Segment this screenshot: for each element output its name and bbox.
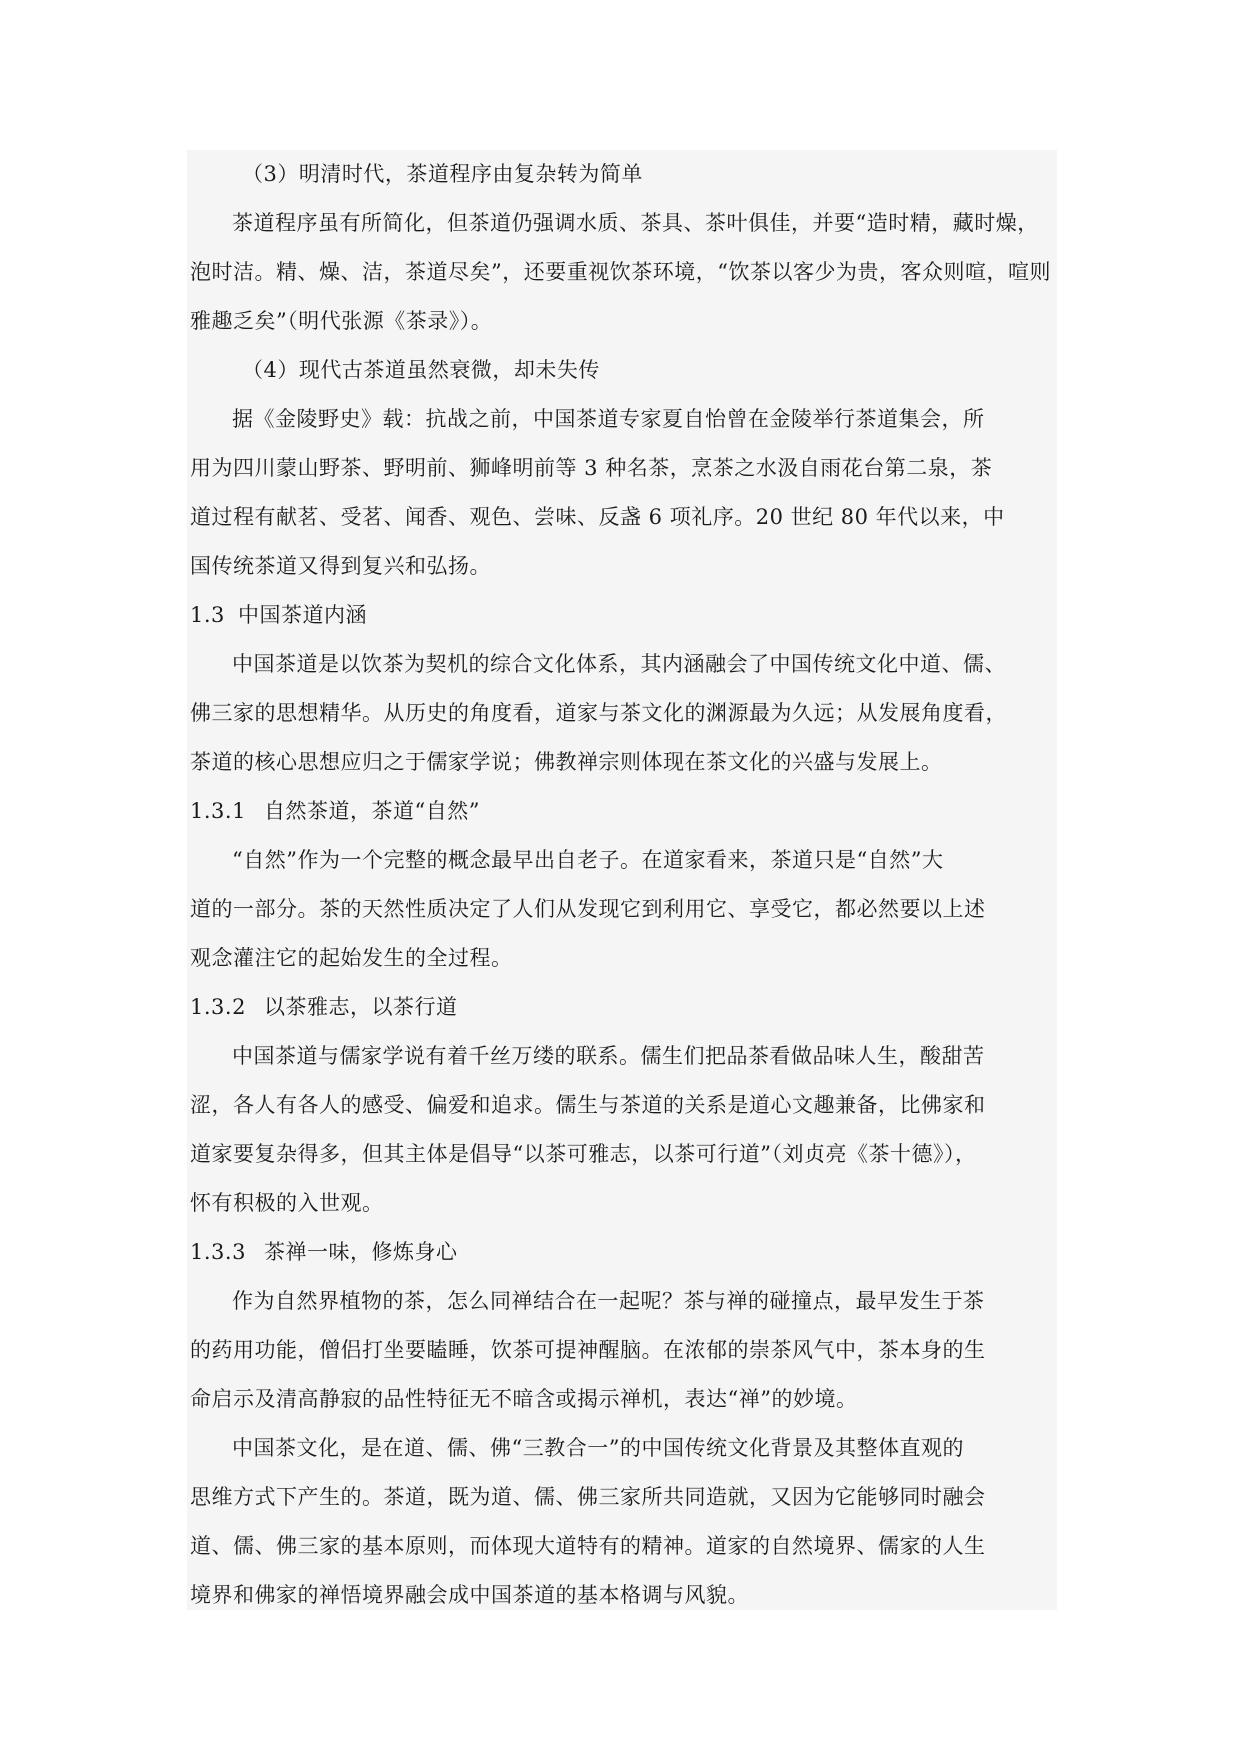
- paragraph-zen: [190, 1277, 1058, 1424]
- heading-title: 以茶雅志，以茶行道: [264, 995, 458, 1019]
- paragraph-confucian: [190, 1032, 1058, 1228]
- paragraph-line: 道、儒、佛三家的基本原则，而体现大道特有的精神。道家的自然境界、儒家的人生: [190, 1534, 986, 1558]
- paragraph-line: 佛三家的思想精华。从历史的角度看，道家与茶文化的渊源最为久远；从发展角度看，: [190, 701, 1007, 725]
- paragraph-ming-qing: [190, 199, 1058, 346]
- paragraph-line: “自然”作为一个完整的概念最早出自老子。在道家看来，茶道只是“自然”大: [232, 848, 944, 872]
- paragraph-line: 用为四川蒙山野茶、野明前、狮峰明前等 3 种名茶，烹茶之水汲自雨花台第二泉，茶: [190, 456, 993, 480]
- paragraph-line: 国传统茶道又得到复兴和弘扬。: [190, 554, 491, 578]
- paragraph-line: 观念灌注它的起始发生的全过程。: [190, 946, 513, 970]
- section-heading-1-3-1: [190, 787, 1058, 836]
- paragraph-line: 作为自然界植物的茶，怎么同禅结合在一起呢？茶与禅的碰撞点，最早发生于茶: [232, 1289, 985, 1313]
- heading-number: 1.3.1: [190, 799, 246, 823]
- paragraph-line: 的药用功能，僧侣打坐要瞌睡，饮茶可提神醒脑。在浓郁的崇茶风气中，茶本身的生: [190, 1338, 986, 1362]
- paragraph-line: 泡时洁。精、燥、洁，茶道尽矣”，还要重视饮茶环境，“饮茶以客少为贵，客众则喧，喧则: [190, 260, 1051, 284]
- paragraph-connotation: [190, 640, 1058, 787]
- paragraph-line: 涩，各人有各人的感受、偏爱和追求。儒生与茶道的关系是道心文趣兼备，比佛家和: [190, 1093, 986, 1117]
- paragraph-line: 怀有积极的入世观。: [190, 1191, 384, 1215]
- paragraph-line: 茶道的核心思想应归之于儒家学说；佛教禅宗则体现在茶文化的兴盛与发展上。: [190, 750, 943, 774]
- heading-title: 自然茶道，茶道“自然”: [264, 799, 480, 823]
- section-heading-1-3: [190, 591, 1058, 640]
- paragraph-line: 境界和佛家的禅悟境界融会成中国茶道的基本格调与风貌。: [190, 1583, 749, 1607]
- document-body: [190, 150, 1058, 1620]
- paragraph-line: 雅趣乏矣”（明代张源《茶录》）。: [190, 309, 493, 333]
- paragraph-line: 中国茶道是以饮茶为契机的综合文化体系，其内涵融会了中国传统文化中道、儒、: [232, 652, 1006, 676]
- paragraph-nature: [190, 836, 1058, 983]
- paragraph-line: 道家要复杂得多，但其主体是倡导“以茶可雅志，以茶可行道”（刘贞亮《茶十德》），: [190, 1142, 977, 1166]
- paragraph-line: 茶道程序虽有所简化，但茶道仍强调水质、茶具、茶叶俱佳，并要“造时精，藏时燥，: [232, 211, 1039, 235]
- heading-number: 1.3.3: [190, 1240, 246, 1264]
- paragraph-line: 中国茶道与儒家学说有着千丝万缕的联系。儒生们把品茶看做品味人生，酸甜苦: [232, 1044, 985, 1068]
- paragraph-modern: [190, 395, 1058, 591]
- paragraph-line: 据《金陵野史》载：抗战之前，中国茶道专家夏自怡曾在金陵举行茶道集会，所: [232, 407, 985, 431]
- heading-title: 中国茶道内涵: [238, 603, 367, 627]
- paragraph-line: 道的一部分。茶的天然性质决定了人们从发现它到利用它、享受它，都必然要以上述: [190, 897, 986, 921]
- paragraph-line: 道过程有献茗、受茗、闻香、观色、尝味、反盏 6 项礼序。20 世纪 80 年代以来，中: [190, 505, 1005, 529]
- paragraph-summary: [190, 1424, 1058, 1620]
- heading-title: 茶禅一味，修炼身心: [264, 1240, 458, 1264]
- paragraph-line: 命启示及清高静寂的品性特征无不暗含或揭示禅机，表达“禅”的妙境。: [190, 1387, 858, 1411]
- section-heading-1-3-2: [190, 983, 1058, 1032]
- heading-number: 1.3.2: [190, 995, 246, 1019]
- section-heading-1-3-3: [190, 1228, 1058, 1277]
- subheading-modern: （4）现代古茶道虽然衰微，却未失传: [242, 358, 600, 382]
- paragraph-line: 中国茶文化，是在道、儒、佛“三教合一”的中国传统文化背景及其整体直观的: [232, 1436, 964, 1460]
- subheading-ming-qing: （3）明清时代，茶道程序由复杂转为简单: [242, 162, 643, 186]
- heading-number: 1.3: [190, 603, 225, 627]
- paragraph-line: 思维方式下产生的。茶道，既为道、儒、佛三家所共同造就，又因为它能够同时融会: [190, 1485, 986, 1509]
